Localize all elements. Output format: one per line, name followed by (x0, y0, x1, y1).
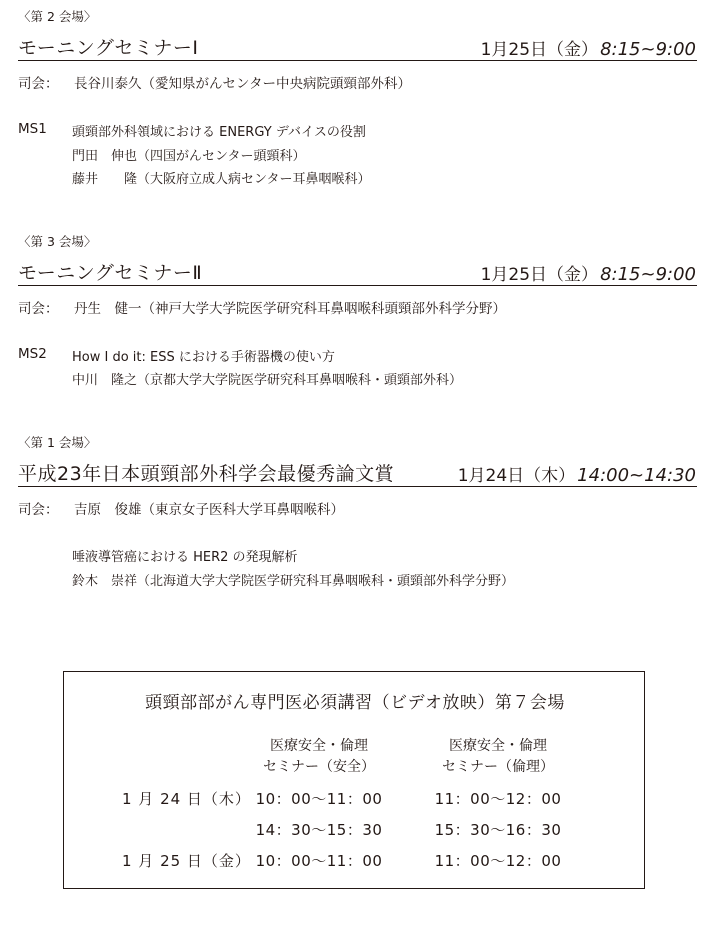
schedule-date: 1 月 24 日（木） (122, 790, 251, 808)
session-time: 8:15~9:00 (600, 39, 696, 60)
column-header-line: セミナー（安全） (263, 759, 375, 775)
schedule-slot: 14：30〜15：30 (255, 821, 383, 839)
session-time: 14:00~14:30 (577, 465, 696, 486)
chair-line (18, 498, 344, 518)
venue-label: 〈第 1 会場〉 (18, 435, 97, 450)
title-rule (18, 486, 697, 487)
presenter: 鈴木 崇祥（北海道大学大学院医学研究科耳鼻咽喉科・頭頸部外科学分野） (72, 574, 515, 589)
schedule-slot: 11：00〜12：00 (434, 790, 562, 808)
chair-label: 司会： (18, 502, 59, 518)
session-title: モーニングセミナーⅠ (18, 37, 199, 59)
session-datetime (481, 35, 696, 60)
venue-label: 〈第 3 会場〉 (18, 234, 97, 249)
venue-label: 〈第 2 会場〉 (18, 9, 97, 24)
chair-label: 司会： (18, 301, 59, 317)
column-header-ethics (423, 736, 573, 778)
session-datetime (458, 461, 696, 486)
presenter: 門田 伸也（四国がんセンター頭頸科） (72, 149, 306, 164)
presentation-code: MS2 (18, 346, 47, 362)
session-date: 1月25日（金） (480, 40, 599, 60)
presentation-code: MS1 (18, 121, 47, 137)
session-title: モーニングセミナーⅡ (18, 262, 203, 284)
chair-name: 吉原 俊雄（東京女子医科大学耳鼻咽喉科） (74, 502, 344, 518)
chair-label: 司会： (18, 76, 59, 92)
chair-line (18, 72, 411, 92)
title-rule (18, 285, 697, 286)
session-date: 1月25日（金） (480, 265, 599, 285)
presenter: 中川 隆之（京都大学大学院医学研究科耳鼻咽喉科・頭頸部外科） (72, 373, 463, 388)
presentation-title: How I do it: ESS における手術器機の使い方 (72, 350, 335, 365)
column-header-line: 医療安全・倫理 (270, 738, 368, 754)
schedule-slot: 11：00〜12：00 (434, 852, 562, 870)
presentation-title: 頭頸部外科領域における ENERGY デバイスの役割 (72, 125, 366, 140)
column-header-line: 医療安全・倫理 (449, 738, 547, 754)
schedule-date: 1 月 25 日（金） (122, 852, 251, 870)
presenter: 藤井 隆（大阪府立成人病センター耳鼻咽喉科） (72, 172, 371, 187)
session-title: 平成23年日本頭頸部外科学会最優秀論文賞 (18, 463, 395, 485)
schedule-slot: 10：00〜11：00 (255, 852, 383, 870)
chair-name: 長谷川泰久（愛知県がんセンター中央病院頭頸部外科） (74, 76, 411, 92)
schedule-slot: 10：00〜11：00 (255, 790, 383, 808)
session-date: 1月24日（木） (457, 466, 576, 486)
box-title: 頭頸部部がん専門医必須講習（ビデオ放映）第７会場 (145, 693, 565, 713)
schedule-slot: 15：30〜16：30 (434, 821, 562, 839)
presentation-title: 唾液導管癌における HER2 の発現解析 (72, 550, 298, 565)
title-rule (18, 60, 697, 61)
session-datetime (481, 260, 696, 285)
column-header-safety (244, 736, 394, 778)
chair-name: 丹生 健一（神戸大学大学院医学研究科耳鼻咽喉科頭頸部外科学分野） (74, 301, 506, 317)
column-header-line: セミナー（倫理） (442, 759, 554, 775)
chair-line (18, 297, 506, 317)
video-lecture-box (63, 671, 645, 889)
session-time: 8:15~9:00 (600, 264, 696, 285)
